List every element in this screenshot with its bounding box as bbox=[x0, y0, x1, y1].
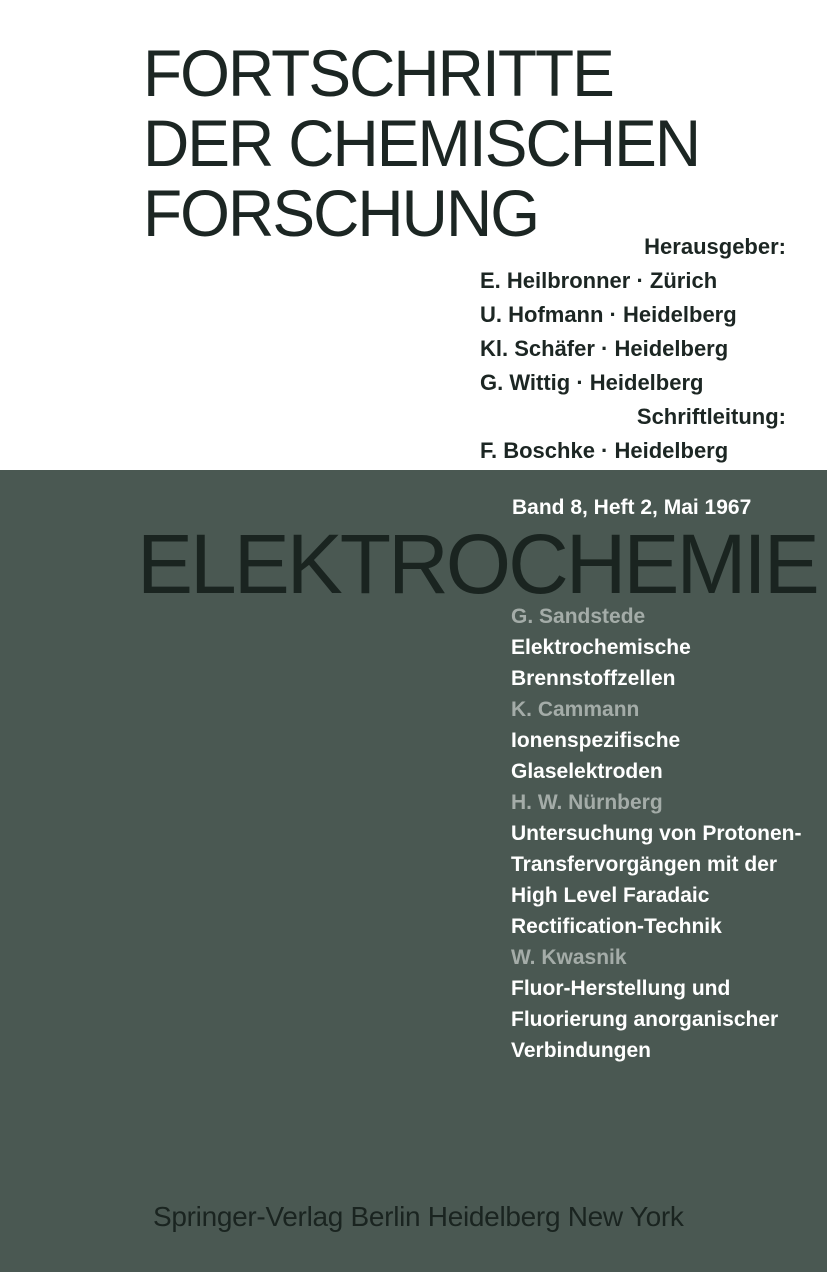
contents-list bbox=[511, 601, 827, 1066]
contents-title-line: Elektrochemische bbox=[511, 636, 691, 659]
editor-name: E. Heilbronner · Zürich bbox=[480, 268, 718, 293]
contents-title-line: Transfervorgängen mit der bbox=[511, 853, 778, 876]
series-title-line: FORTSCHRITTE bbox=[143, 36, 613, 110]
contents-author: W. Kwasnik bbox=[511, 946, 627, 969]
contents-title-line: Brennstoffzellen bbox=[511, 667, 676, 690]
issue-info: Band 8, Heft 2, Mai 1967 bbox=[512, 496, 752, 519]
contents-entry bbox=[511, 787, 827, 942]
contents-author: K. Cammann bbox=[511, 698, 640, 721]
contents-title-line: Ionenspezifische bbox=[511, 729, 681, 752]
contents-title-line: Untersuchung von Protonen- bbox=[511, 822, 802, 845]
editorial-label: Schriftleitung: bbox=[636, 404, 786, 429]
contents-title-line: Fluor-Herstellung und bbox=[511, 977, 731, 1000]
editor-name: Kl. Schäfer · Heidelberg bbox=[480, 336, 729, 361]
editors-label: Herausgeber: bbox=[644, 234, 786, 259]
contents-title-line: Rectification-Technik bbox=[511, 915, 722, 938]
contents-entry bbox=[511, 942, 827, 1066]
editorial-name: F. Boschke · Heidelberg bbox=[480, 438, 729, 463]
contents-author: H. W. Nürnberg bbox=[511, 791, 663, 814]
editors-block bbox=[480, 230, 800, 468]
series-title-line: FORSCHUNG bbox=[143, 176, 539, 250]
cover-top-panel bbox=[0, 0, 827, 470]
series-title-line: DER CHEMISCHEN bbox=[143, 106, 700, 180]
contents-entry bbox=[511, 694, 827, 787]
editor-name: G. Wittig · Heidelberg bbox=[480, 370, 704, 395]
editor-name: U. Hofmann · Heidelberg bbox=[480, 302, 737, 327]
contents-entry bbox=[511, 601, 827, 694]
contents-author: G. Sandstede bbox=[511, 605, 646, 628]
contents-title-line: Verbindungen bbox=[511, 1039, 652, 1062]
publisher-imprint: Springer-Verlag Berlin Heidelberg New York bbox=[153, 1201, 684, 1232]
contents-title-line: Fluorierung anorganischer bbox=[511, 1008, 779, 1031]
volume-title: ELEKTROCHEMIE bbox=[137, 517, 817, 611]
contents-title-line: High Level Faradaic bbox=[511, 884, 710, 907]
series-title bbox=[143, 38, 699, 248]
contents-title-line: Glaselektroden bbox=[511, 760, 663, 783]
